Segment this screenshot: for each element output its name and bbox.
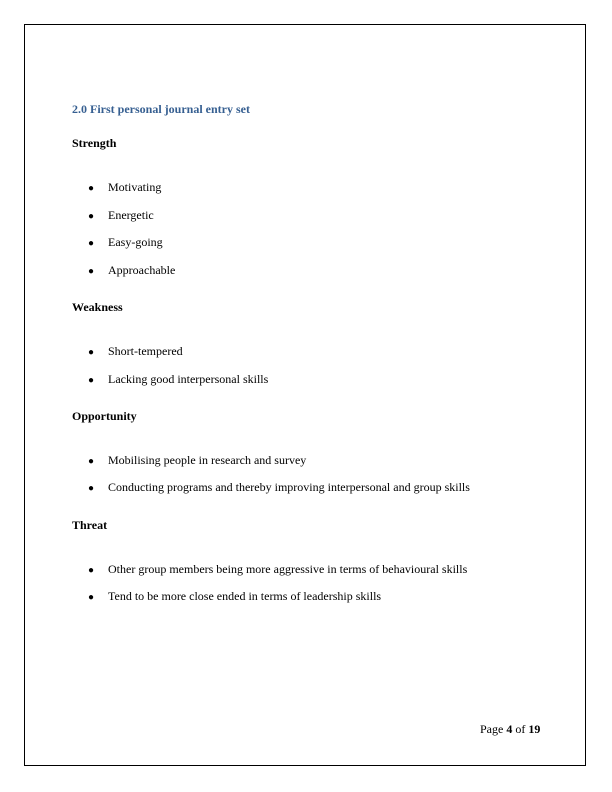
bullet-icon: ● <box>88 483 95 494</box>
list-item: ● Lacking good interpersonal skills <box>88 371 268 389</box>
weakness-title: Weakness <box>72 300 123 314</box>
bullet-icon: ● <box>88 183 95 194</box>
list-item: ● Other group members being more aggressive in terms of behavioural skills <box>88 561 467 579</box>
bullet-icon: ● <box>88 347 95 358</box>
list-item: ● Mobilising people in research and survey <box>88 452 306 470</box>
list-item: ● Approachable <box>88 262 175 280</box>
list-item: ● Conducting programs and thereby improving interpersonal and group skills <box>88 479 470 497</box>
list-item: ● Motivating <box>88 179 161 197</box>
bullet-icon: ● <box>88 211 95 222</box>
page-number: Page 4 of 19 <box>480 722 541 736</box>
list-item: ● Short-tempered <box>88 343 183 361</box>
bullet-icon: ● <box>88 565 95 576</box>
bullet-icon: ● <box>88 592 95 603</box>
bullet-icon: ● <box>88 266 95 277</box>
list-item: ● Energetic <box>88 207 154 225</box>
list-item: ● Easy-going <box>88 234 163 252</box>
threat-title: Threat <box>72 518 108 532</box>
strength-title: Strength <box>72 136 117 150</box>
section-heading: 2.0 First personal journal entry set <box>72 102 250 116</box>
bullet-icon: ● <box>88 375 95 386</box>
bullet-icon: ● <box>88 456 95 467</box>
bullet-icon: ● <box>88 238 95 249</box>
list-item: ● Tend to be more close ended in terms of leadership skills <box>88 588 381 606</box>
opportunity-title: Opportunity <box>72 409 137 423</box>
